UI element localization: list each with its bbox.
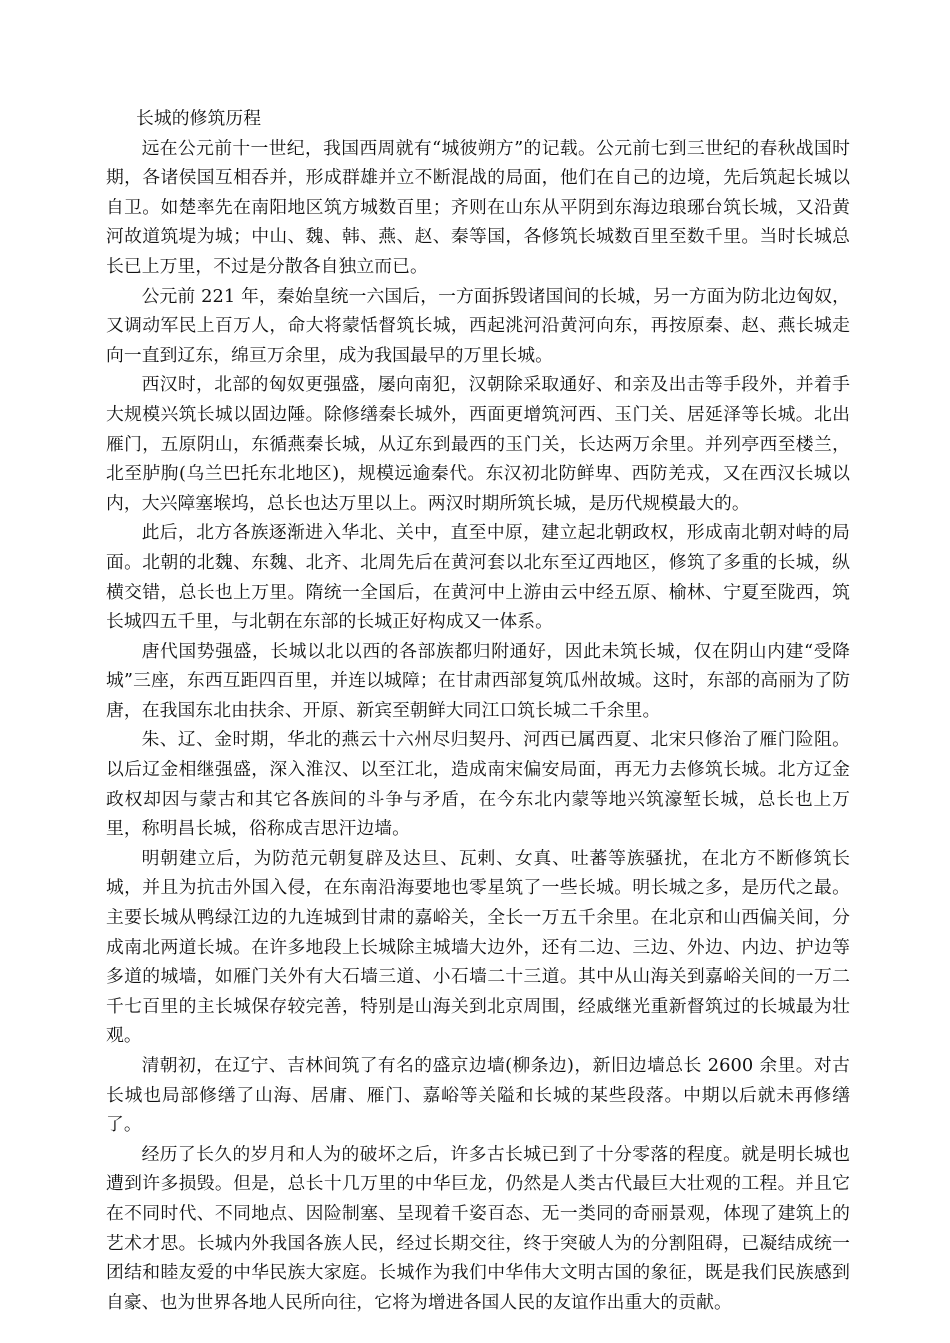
paragraph-5: 唐代国势强盛，长城以北以西的各部族都归附通好，因此未筑长城，仅在阴山内建“受降城”三座，东西互距四百里，并连以城障；在甘肃西部复筑瓜州故城。这时，东部的高丽为了防唐，在我国东北由扶余、开原、新宾至朝鲜大同江口筑长城二千余里。 [106, 640, 850, 721]
document-page [106, 104, 850, 1317]
paragraph-2: 公元前 221 年，秦始皇统一六国后，一方面拆毁诸国间的长城，另一方面为防北边匈奴，又调动军民上百万人，命大将蒙恬督筑长城，西起洮河沿黄河向东，再按原秦、赵、燕长城走向一直到辽东，绵亘万余里，成为我国最早的万里长城。 [106, 285, 850, 366]
paragraph-3: 西汉时，北部的匈奴更强盛，屡向南犯，汉朝除采取通好、和亲及出击等手段外，并着手大规模兴筑长城以固边陲。除修缮秦长城外，西面更增筑河西、玉门关、居延泽等长城。北出雁门，五原阴山，东循燕秦长城，从辽东到最西的玉门关，长达两万余里。并列亭西至楼兰，北至胪朐(乌兰巴托东北地区)，规模远逾秦代。东汉初北防鲜卑、西防羌戎，又在西汉长城以内，大兴障塞堠坞，总长也达万里以上。两汉时期所筑长城，是历代规模最大的。 [106, 374, 850, 514]
document-title: 长城的修筑历程 [136, 108, 262, 129]
paragraph-7: 明朝建立后，为防范元朝复辟及达旦、瓦剌、女真、吐蕃等族骚扰，在北方不断修筑长城，并且为抗击外国入侵，在东南沿海要地也零星筑了一些长城。明长城之多，是历代之最。主要长城从鸭绿江边的九连城到甘肃的嘉峪关，全长一万五千余里。在北京和山西偏关间，分成南北两道长城。在许多地段上长城除主城墙大边外，还有二边、三边、外边、内边、护边等多道的城墙，如雁门关外有大石墙三道、小石墙二十三道。其中从山海关到嘉峪关间的一万二千七百里的主长城保存较完善，特别是山海关到北京周围，经戚继光重新督筑过的长城最为壮观。 [106, 847, 850, 1047]
paragraph-6: 朱、辽、金时期，华北的燕云十六州尽归契丹、河西已属西夏、北宋只修治了雁门险阻。以后辽金相继强盛，深入淮汉、以至江北，造成南宋偏安局面，再无力去修筑长城。北方辽金政权却因与蒙古和其它各族间的斗争与矛盾，在今东北内蒙等地兴筑濠堑长城，总长也上万里，称明昌长城，俗称成吉思汗边墙。 [106, 729, 850, 840]
paragraph-4: 此后，北方各族逐渐进入华北、关中，直至中原，建立起北朝政权，形成南北朝对峙的局面。北朝的北魏、东魏、北齐、北周先后在黄河套以北东至辽西地区，修筑了多重的长城，纵横交错，总长也上万里。隋统一全国后，在黄河中上游由云中经五原、榆林、宁夏至陇西，筑长城四五千里，与北朝在东部的长城正好构成又一体系。 [106, 522, 850, 633]
paragraph-9: 经历了长久的岁月和人为的破坏之后，许多古长城已到了十分零落的程度。就是明长城也遭到许多损毁。但是，总长十几万里的中华巨龙，仍然是人类古代最巨大壮观的工程。并且它在不同时代、不同地点、因险制塞、呈现着千姿百态、无一类同的奇丽景观，体现了建筑上的艺术才思。长城内外我国各族人民，经过长期交往，终于突破人为的分割阻碍，已凝结成统一团结和睦友爱的中华民族大家庭。长城作为我们中华伟大文明古国的象征，既是我们民族感到自豪、也为世界各地人民所向往，它将为增进各国人民的友谊作出重大的贡献。 [106, 1143, 850, 1313]
paragraph-1: 远在公元前十一世纪，我国西周就有“城彼朔方”的记载。公元前七到三世纪的春秋战国时期，各诸侯国互相吞并，形成群雄并立不断混战的局面，他们在自己的边境，先后筑起长城以自卫。如楚率先在南阳地区筑方城数百里；齐则在山东从平阴到东海边琅琊台筑长城，又沿黄河故道筑堤为城；中山、魏、韩、燕、赵、秦等国，各修筑长城数百里至数千里。当时长城总长已上万里，不过是分散各自独立而已。 [106, 137, 850, 277]
paragraph-8: 清朝初，在辽宁、吉林间筑了有名的盛京边墙(柳条边)，新旧边墙总长 2600 余里。对古长城也局部修缮了山海、居庸、雁门、嘉峪等关隘和长城的某些段落。中期以后就未再修缮了。 [106, 1055, 850, 1136]
